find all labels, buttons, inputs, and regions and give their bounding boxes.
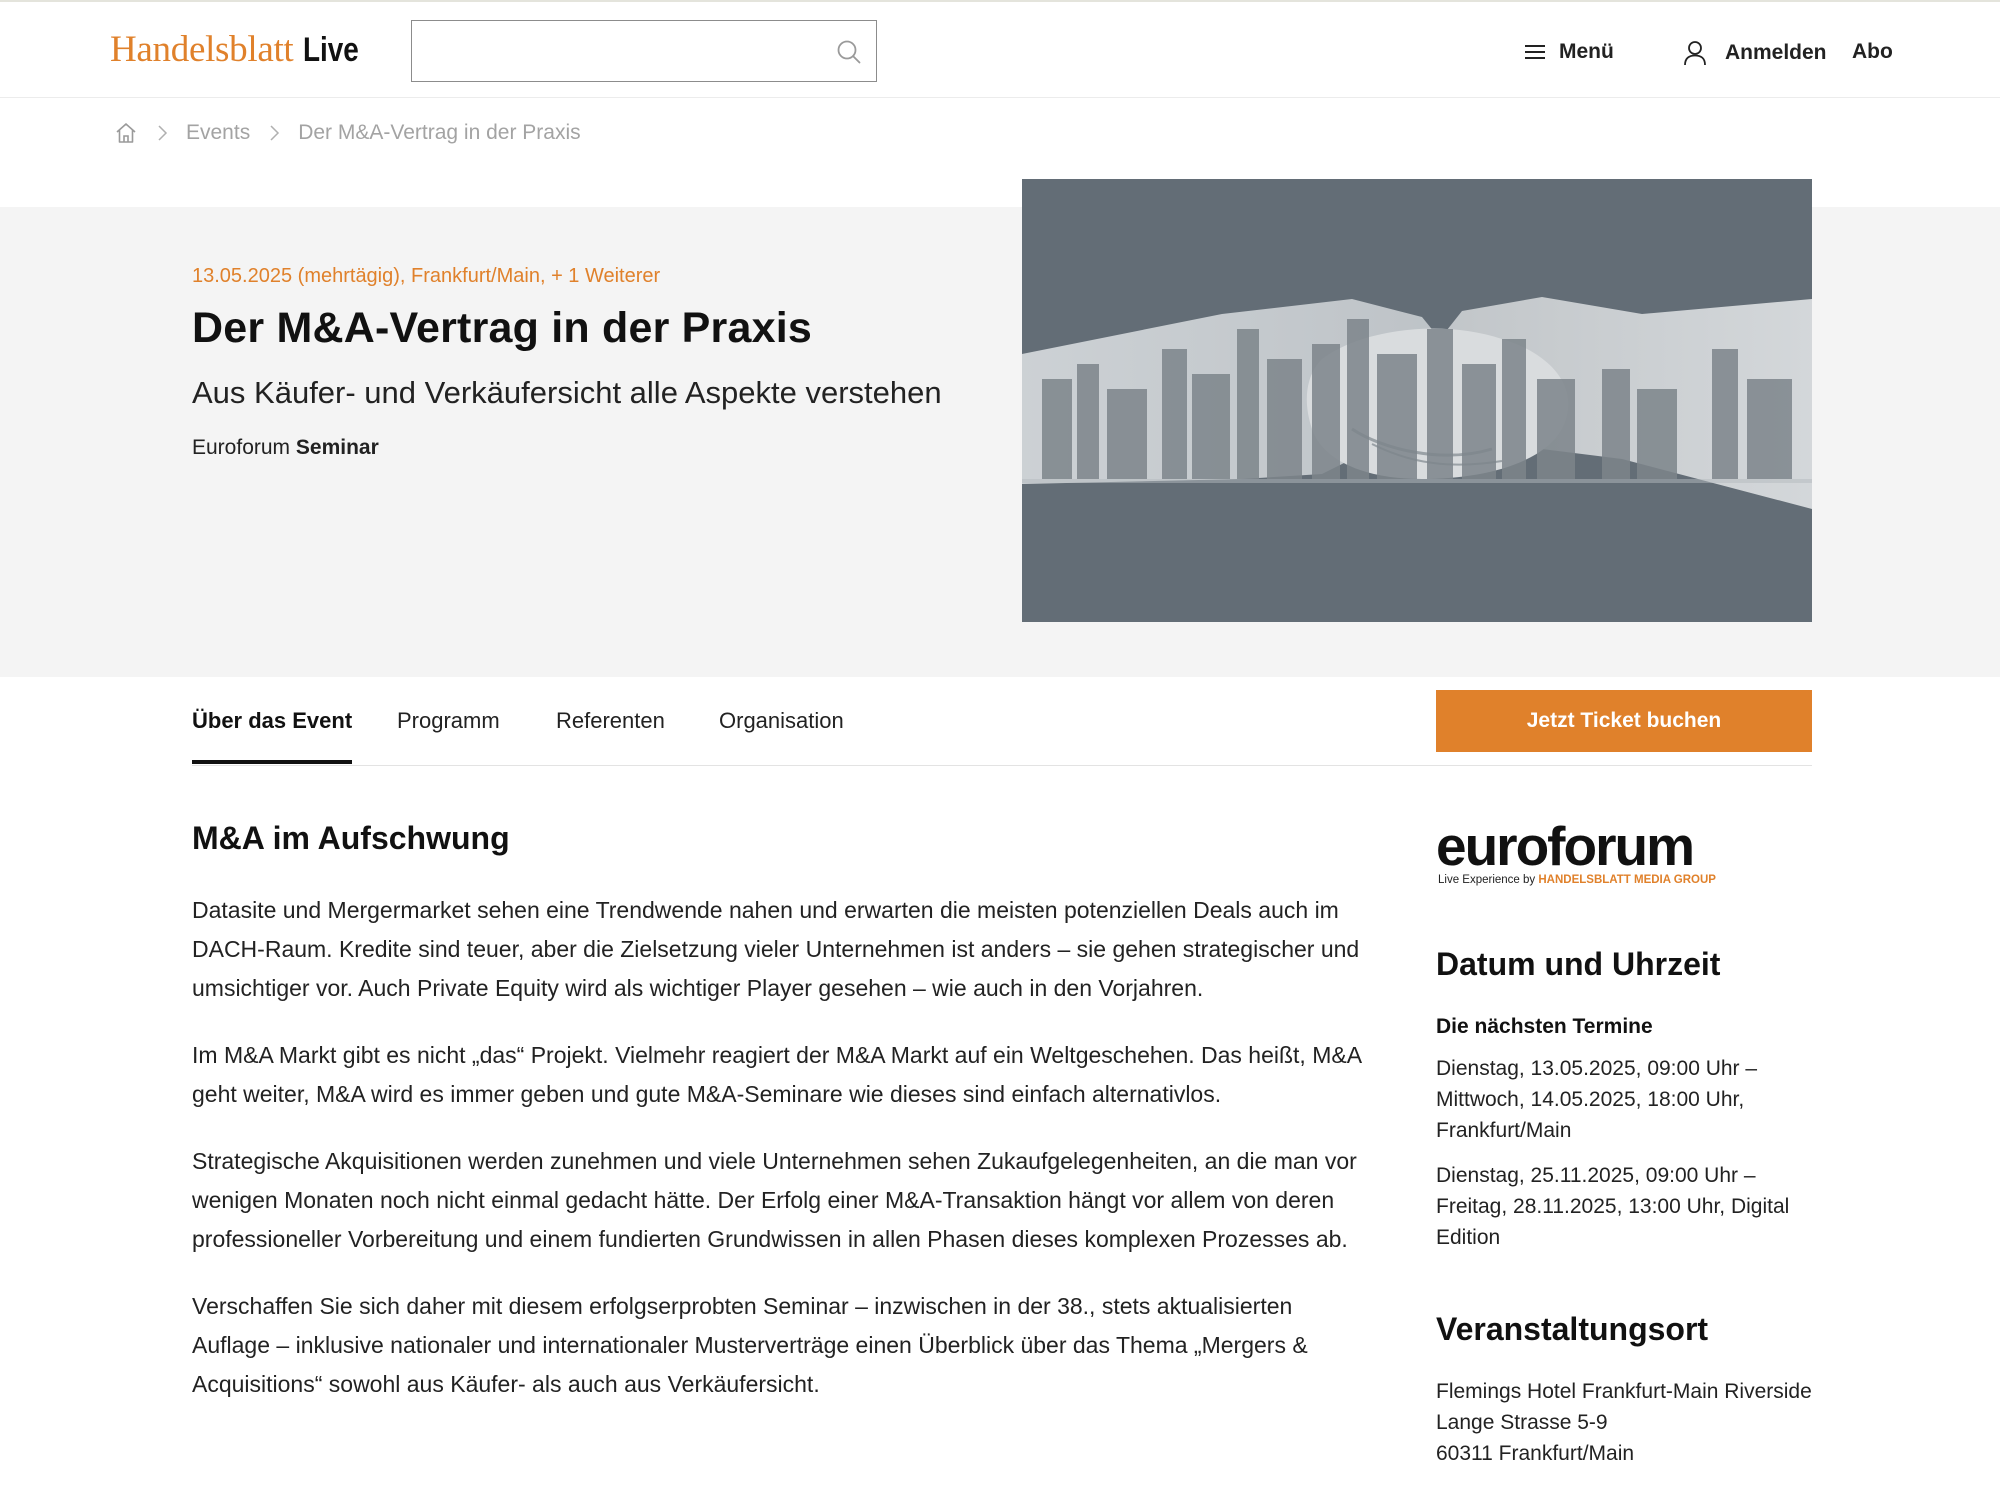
menu-label: Menü bbox=[1559, 40, 1614, 63]
venue-name: Flemings Hotel Frankfurt-Main Riverside bbox=[1436, 1380, 1812, 1403]
page-title: Der M&A-Vertrag in der Praxis bbox=[192, 304, 812, 352]
paragraph: Im M&A Markt gibt es nicht „das“ Projekt. Vielmehr reagiert der M&A Markt auf ein Weltgeschehen. Das heißt, M&A geht weiter, M&A wird es immer geben und gute M&A-Seminare wie dieses sind einfach alternativlos. bbox=[192, 1042, 1361, 1107]
book-ticket-button[interactable]: Jetzt Ticket buchen bbox=[1436, 690, 1812, 752]
logo-tag-prefix: Live Experience by bbox=[1438, 874, 1536, 886]
event-sidebar bbox=[1436, 815, 1812, 1469]
search-input[interactable] bbox=[412, 21, 876, 81]
next-dates-label: Die nächsten Termine bbox=[1436, 1015, 1653, 1038]
tab-organisation[interactable]: Organisation bbox=[719, 708, 844, 733]
brand-type: Seminar bbox=[295, 436, 379, 459]
login-button[interactable] bbox=[1683, 36, 1827, 70]
euroforum-logo-word: euroforum bbox=[1436, 815, 1693, 877]
menu-button[interactable] bbox=[1523, 36, 1614, 68]
logo-secondary: Live bbox=[303, 31, 360, 69]
breadcrumb-current: Der M&A-Vertrag in der Praxis bbox=[298, 121, 581, 144]
euroforum-logo-tag bbox=[1438, 874, 1812, 886]
chevron-right-icon bbox=[268, 124, 280, 142]
breadcrumb bbox=[114, 116, 581, 150]
logo-primary: Handelsblatt bbox=[110, 29, 294, 70]
handshake-illustration bbox=[1022, 179, 1812, 622]
page-subtitle: Aus Käufer- und Verkäufersicht alle Aspekte verstehen bbox=[192, 375, 942, 410]
date-entry: Dienstag, 25.11.2025, 09:00 Uhr – Freitag, 28.11.2025, 13:00 Uhr, Digital Edition bbox=[1436, 1164, 1790, 1249]
date-heading: Datum und Uhrzeit bbox=[1436, 946, 1721, 982]
euroforum-logo[interactable] bbox=[1436, 815, 1812, 886]
chevron-right-icon bbox=[156, 124, 168, 142]
user-icon bbox=[1683, 40, 1707, 66]
tab-referenten[interactable]: Referenten bbox=[556, 708, 665, 733]
venue-street: Lange Strasse 5-9 bbox=[1436, 1411, 1608, 1434]
handshake-skyline-image bbox=[1022, 179, 1812, 622]
home-icon[interactable] bbox=[114, 121, 138, 145]
event-date-location: 13.05.2025 (mehrtägig), Frankfurt/Main, + 1 Weiterer bbox=[192, 265, 661, 287]
breadcrumb-events[interactable]: Events bbox=[186, 121, 251, 144]
event-brand bbox=[192, 436, 379, 460]
venue-heading: Veranstaltungsort bbox=[1436, 1311, 1709, 1347]
paragraph: Verschaffen Sie sich daher mit diesem erfolgserprobten Seminar – inzwischen in der 38., stets aktualisierten Auflage – inklusive nationaler und internationaler Musterverträge einen Überblick über das Thema „Mergers & Acquisitions“ sowohl aus Käufer- als auch aus Verkäufersicht. bbox=[192, 1293, 1308, 1397]
search-icon[interactable] bbox=[836, 39, 862, 65]
logo-tag-brand: HANDELSBLATT MEDIA GROUP bbox=[1538, 874, 1716, 886]
paragraph: Datasite und Mergermarket sehen eine Trendwende nahen und erwarten die meisten potenziellen Deals auch im DACH-Raum. Kredite sind teuer, aber die Zielsetzung vieler Unternehmen ist anders – sie gehen strategischer und umsichtiger vor. Auch Private Equity wird als wichtiger Player gesehen – wie auch in den Vorjahren. bbox=[192, 897, 1360, 1001]
tab-programm[interactable]: Programm bbox=[397, 708, 500, 733]
menu-icon bbox=[1523, 42, 1547, 62]
tab-ueber-das-event[interactable]: Über das Event bbox=[192, 708, 352, 764]
event-description bbox=[192, 820, 1362, 1432]
section-heading: M&A im Aufschwung bbox=[192, 820, 510, 856]
search-box bbox=[411, 20, 877, 82]
venue-city: 60311 Frankfurt/Main bbox=[1436, 1442, 1635, 1465]
abo-link[interactable]: Abo bbox=[1852, 40, 1893, 63]
login-label: Anmelden bbox=[1725, 41, 1827, 64]
paragraph: Strategische Akquisitionen werden zunehmen und viele Unternehmen sehen Zukaufgelegenheiten, an die man vor wenigen Monaten noch nicht einmal gedacht hätte. Der Erfolg einer M&A-Transaktion hängt vor allem von deren professioneller Vorbereitung und einem fundierten Grundwissen in allen Phasen dieses komplexen Prozesses ab. bbox=[192, 1148, 1357, 1252]
brand-name: Euroforum bbox=[192, 436, 291, 459]
date-entry: Dienstag, 13.05.2025, 09:00 Uhr – Mittwoch, 14.05.2025, 18:00 Uhr, Frankfurt/Main bbox=[1436, 1057, 1758, 1142]
handelsblatt-live-logo[interactable] bbox=[110, 28, 371, 72]
site-header bbox=[0, 0, 2000, 98]
